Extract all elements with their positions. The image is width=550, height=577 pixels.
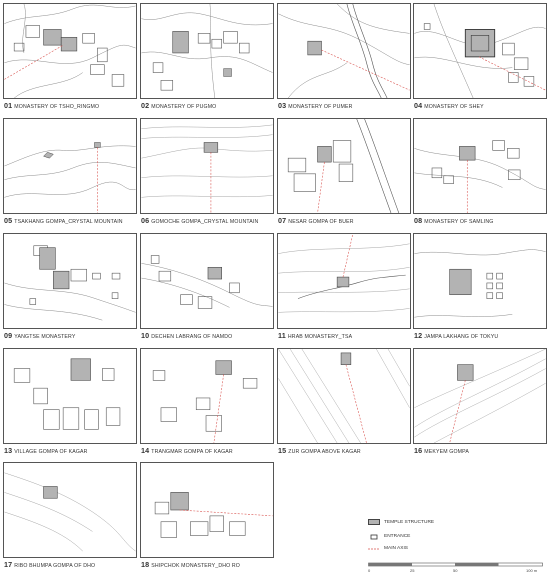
legend-axis-label: MAIN AXIS	[384, 546, 408, 551]
site-caption	[414, 216, 550, 225]
temple-structure-swatch	[368, 519, 380, 525]
site-plan-drawing	[141, 234, 273, 328]
site-caption	[278, 331, 414, 340]
site-panel-03	[277, 3, 411, 114]
site-caption	[278, 216, 414, 225]
site-plan-map	[413, 348, 547, 444]
site-number: 04	[414, 101, 423, 110]
scale-label-100: 100 m	[526, 568, 538, 573]
site-number: 10	[141, 331, 150, 340]
entrance-icon	[368, 533, 380, 541]
site-number: 08	[414, 216, 423, 225]
site-caption	[4, 331, 140, 340]
site-caption	[4, 446, 140, 455]
site-name: ZUR GOMPA ABOVE KAGAR	[288, 449, 361, 455]
site-plan-map	[3, 348, 137, 444]
site-plan-map	[3, 233, 137, 329]
site-caption	[141, 446, 277, 455]
site-plan-drawing	[414, 234, 546, 328]
site-plan-map	[277, 3, 411, 99]
site-number: 06	[141, 216, 150, 225]
site-name: SHIPCHOK MONASTERY_DHO RO	[151, 563, 240, 569]
site-plan-drawing	[141, 4, 273, 98]
site-plan-drawing	[141, 119, 273, 213]
site-panel-07	[277, 118, 411, 229]
site-caption	[141, 216, 277, 225]
scale-label-0: 0	[368, 568, 371, 573]
site-plan-drawing	[4, 119, 136, 213]
site-caption	[278, 101, 414, 110]
site-number: 01	[4, 101, 13, 110]
site-plan-map	[140, 348, 274, 444]
site-panel-08	[413, 118, 547, 229]
site-caption	[141, 560, 277, 569]
site-name: MEKYEM GOMPA	[424, 449, 469, 455]
site-plan-map	[277, 118, 411, 214]
site-plan-drawing	[4, 463, 136, 557]
site-plan-map	[140, 233, 274, 329]
site-name: VILLAGE GOMPA OF KAGAR	[14, 449, 88, 455]
site-plan-map	[140, 3, 274, 99]
site-plan-drawing	[278, 234, 410, 328]
site-caption	[414, 331, 550, 340]
site-name: MONASTERY OF SAMLING	[424, 219, 494, 225]
site-number: 02	[141, 101, 150, 110]
site-plan-drawing	[278, 119, 410, 213]
site-plan-map	[3, 118, 137, 214]
site-plan-drawing	[141, 463, 273, 557]
site-panel-04	[413, 3, 547, 114]
site-caption	[414, 101, 550, 110]
site-plan-drawing	[414, 119, 546, 213]
site-plan-map	[413, 233, 547, 329]
site-caption	[141, 101, 277, 110]
site-number: 07	[278, 216, 287, 225]
site-caption	[4, 216, 140, 225]
site-number: 12	[414, 331, 423, 340]
site-caption	[414, 446, 550, 455]
scale-label-50: 50	[453, 568, 458, 573]
site-plan-map	[140, 462, 274, 558]
site-number: 18	[141, 560, 150, 569]
site-caption	[4, 101, 140, 110]
site-caption	[4, 560, 140, 569]
site-name: MONASTERY OF PUGMO	[151, 104, 217, 110]
site-name: MONASTERY OF SHEY	[424, 104, 484, 110]
main-axis-icon	[368, 545, 380, 553]
site-plan-map	[413, 3, 547, 99]
site-plan-drawing	[278, 349, 410, 443]
site-name: TSAKHANG GOMPA_CRYSTAL MOUNTAIN	[14, 219, 123, 225]
site-plan-map	[3, 3, 137, 99]
site-panel-13	[3, 348, 137, 459]
site-number: 05	[4, 216, 13, 225]
map-legend	[368, 517, 543, 575]
site-caption	[141, 331, 277, 340]
site-number: 03	[278, 101, 287, 110]
site-plan-drawing	[4, 349, 136, 443]
site-name: DECHEN LABRANG OF NAMDO	[151, 334, 233, 340]
site-panel-01	[3, 3, 137, 114]
site-plan-map	[3, 462, 137, 558]
site-number: 11	[278, 331, 286, 340]
site-plan-drawing	[141, 349, 273, 443]
site-plan-map	[277, 233, 411, 329]
site-panel-12	[413, 233, 547, 344]
site-panel-16	[413, 348, 547, 459]
site-name: YANGTSE MONASTERY	[14, 334, 76, 340]
site-plan-map	[413, 118, 547, 214]
site-name: TRANGMAR GOMPA OF KAGAR	[151, 449, 233, 455]
site-plan-drawing	[278, 4, 410, 98]
site-panel-10	[140, 233, 274, 344]
legend-temple-label: TEMPLE STRUCTURE	[384, 520, 435, 525]
site-number: 15	[278, 446, 287, 455]
site-plan-drawing	[4, 234, 136, 328]
site-panel-15	[277, 348, 411, 459]
site-panel-11	[277, 233, 411, 344]
scale-bar	[368, 561, 543, 575]
site-panel-18	[140, 462, 274, 573]
site-number: 14	[141, 446, 150, 455]
legend-entrance-label: ENTRANCE	[384, 534, 411, 539]
site-name: GOMOCHE GOMPA_CRYSTAL MOUNTAIN	[151, 219, 259, 225]
site-panel-09	[3, 233, 137, 344]
site-plan-drawing	[414, 4, 546, 98]
site-number: 16	[414, 446, 423, 455]
site-panel-05	[3, 118, 137, 229]
site-name: NESAR GOMPA OF BUER	[288, 219, 354, 225]
site-name: RIBO BHUMPA GOMPA OF DHO	[14, 563, 96, 569]
site-panel-14	[140, 348, 274, 459]
site-plan-drawing	[414, 349, 546, 443]
site-panel-17	[3, 462, 137, 573]
site-name: MONASTERY OF TSHO_RINGMO	[14, 104, 100, 110]
site-number: 17	[4, 560, 13, 569]
site-name: HRAB MONASTERY_TSA	[287, 334, 353, 340]
site-name: JAMPA LAKHANG OF TOKYU	[424, 334, 499, 340]
scale-label-25: 25	[410, 568, 415, 573]
site-panel-06	[140, 118, 274, 229]
site-plan-map	[140, 118, 274, 214]
site-number: 09	[4, 331, 13, 340]
site-plan-map	[277, 348, 411, 444]
site-panel-02	[140, 3, 274, 114]
site-number: 13	[4, 446, 13, 455]
site-plan-drawing	[4, 4, 136, 98]
site-caption	[278, 446, 414, 455]
site-name: MONASTERY OF PUMER	[288, 104, 353, 110]
